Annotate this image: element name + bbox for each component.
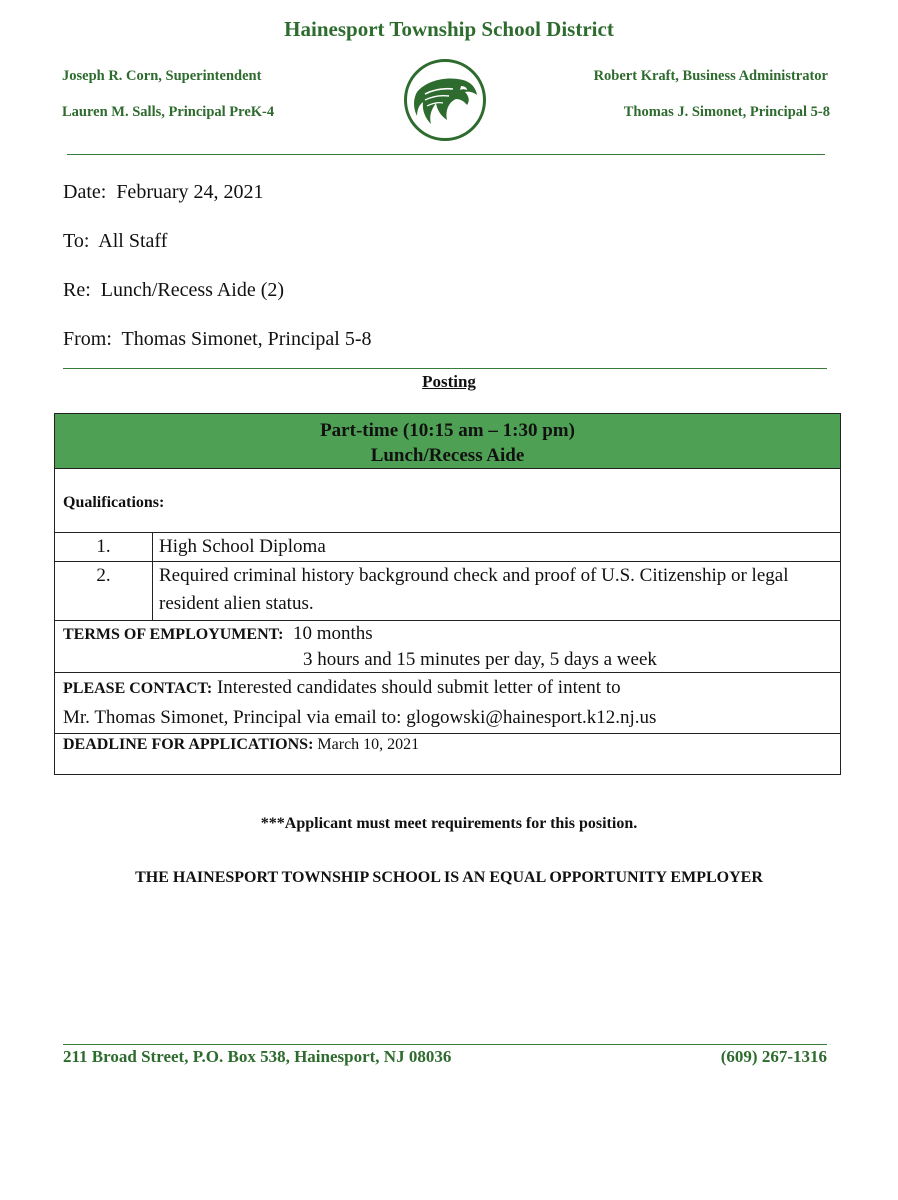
footer-address: 211 Broad Street, P.O. Box 538, Hainesport, NJ 08036 xyxy=(63,1047,452,1066)
principal-58-name: Thomas J. Simonet, Principal 5-8 xyxy=(623,104,830,120)
principal-prek4-name: Lauren M. Salls, Principal PreK-4 xyxy=(62,104,275,120)
terms-schedule: 3 hours and 15 minutes per day, 5 days a week xyxy=(303,649,657,670)
memo-to xyxy=(63,230,167,253)
qualification-text: Required criminal history background check and proof of U.S. Citizenship or legal resident alien status. xyxy=(153,562,841,621)
posting-table xyxy=(54,413,841,775)
re-value: Lunch/Recess Aide (2) xyxy=(100,279,285,301)
deadline-value: March 10, 2021 xyxy=(317,736,420,753)
terms-label: TERMS OF EMPLOYUMENT: xyxy=(63,626,284,643)
qualification-number: 1. xyxy=(55,533,153,562)
memo-divider xyxy=(63,368,827,369)
contact-instructions: Interested candidates should submit letter of intent to xyxy=(216,677,621,698)
date-value: February 24, 2021 xyxy=(116,181,264,203)
qualifications-row xyxy=(55,469,841,533)
equal-opportunity-note: THE HAINESPORT TOWNSHIP SCHOOL IS AN EQUAL OPPORTUNITY EMPLOYER xyxy=(135,869,763,886)
posting-header-row xyxy=(55,414,841,469)
table-row xyxy=(55,533,841,562)
posting-heading: Posting xyxy=(422,372,476,391)
deadline-label: DEADLINE FOR APPLICATIONS: xyxy=(63,736,314,753)
memo-re xyxy=(63,279,284,302)
superintendent-name: Joseph R. Corn, Superintendent xyxy=(62,68,262,84)
deadline-row xyxy=(55,734,841,775)
district-title: Hainesport Township School District xyxy=(284,17,614,41)
terms-row xyxy=(55,621,841,673)
footer-phone: (609) 267-1316 xyxy=(720,1047,827,1066)
requirement-note: ***Applicant must meet requirements for this position. xyxy=(260,815,638,832)
to-value: All Staff xyxy=(98,230,168,252)
qualification-text: High School Diploma xyxy=(153,533,841,562)
memo-from xyxy=(63,328,372,351)
qualification-number: 2. xyxy=(55,562,153,621)
eagle-head-icon xyxy=(403,58,487,142)
contact-label: PLEASE CONTACT: xyxy=(63,680,213,697)
position-header xyxy=(55,414,841,469)
re-label: Re: xyxy=(63,279,91,301)
header-divider xyxy=(67,154,825,155)
business-administrator-name: Robert Kraft, Business Administrator xyxy=(593,68,828,84)
date-label: Date: xyxy=(63,181,107,203)
from-label: From: xyxy=(63,328,112,350)
contact-email-line[interactable]: Mr. Thomas Simonet, Principal via email to: glogowski@hainesport.k12.nj.us xyxy=(63,707,657,728)
footer-divider xyxy=(63,1044,827,1045)
position-title: Lunch/Recess Aide xyxy=(370,445,525,466)
memo-date xyxy=(63,181,264,204)
from-value: Thomas Simonet, Principal 5-8 xyxy=(121,328,372,350)
table-row xyxy=(55,562,841,621)
position-hours: Part-time (10:15 am – 1:30 pm) xyxy=(320,420,575,441)
qualifications-label: Qualifications: xyxy=(63,494,165,511)
terms-duration: 10 months xyxy=(292,623,373,644)
contact-row xyxy=(55,673,841,734)
to-label: To: xyxy=(63,230,90,252)
